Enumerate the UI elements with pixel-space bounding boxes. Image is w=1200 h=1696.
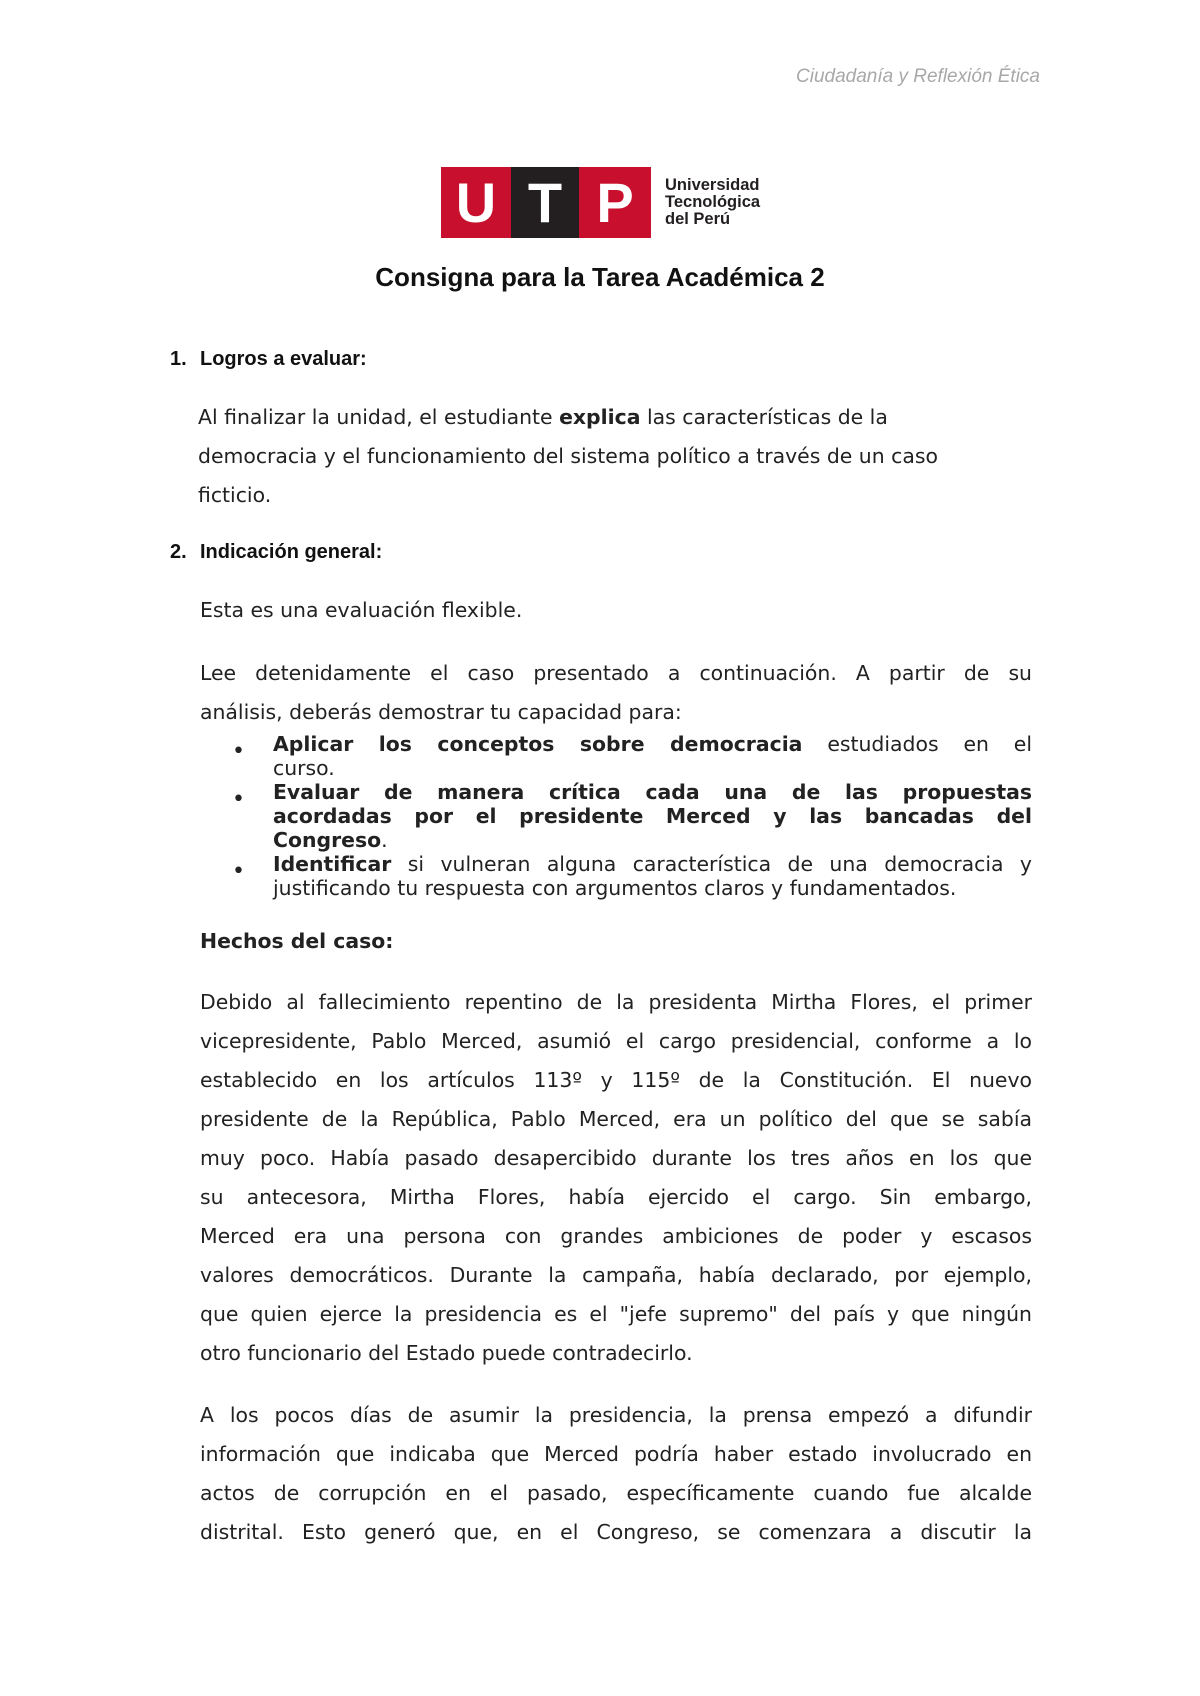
facts-paragraph-2 xyxy=(200,1396,1032,1552)
bold-run: Identificar xyxy=(273,852,392,876)
running-header: Ciudadanía y Reflexión Ética xyxy=(796,66,1040,87)
flexible-note: Esta es una evaluación flexible. xyxy=(200,598,523,622)
list-item xyxy=(200,852,1032,900)
facts-heading xyxy=(200,922,1032,961)
logros-paragraph xyxy=(198,398,1032,515)
paragraph-line: Lee detenidamente el caso presentado a continuación. A partir de su xyxy=(200,661,1032,685)
section-heading-indicacion xyxy=(170,538,1032,566)
paragraph-line xyxy=(198,398,1032,437)
paragraph-line: valores democráticos. Durante la campaña, había declarado, por ejemplo, xyxy=(200,1263,1032,1287)
paragraph-line: presidente de la República, Pablo Merced, era un político del que se sabía xyxy=(200,1107,1032,1131)
bullet-dot: • xyxy=(232,739,245,764)
paragraph-line: establecido en los artículos 113º y 115º de la Constitución. El nuevo xyxy=(200,1068,1032,1092)
paragraph-line: Debido al fallecimiento repentino de la presidenta Mirtha Flores, el primer xyxy=(200,990,1032,1014)
text-run: . xyxy=(381,828,388,852)
paragraph-line xyxy=(273,828,1032,852)
logo-letter-u: U xyxy=(441,167,511,238)
bullet-dot: • xyxy=(232,859,245,884)
paragraph-line: que quien ejerce la presidencia es el "jefe supremo" del país y que ningún xyxy=(200,1302,1032,1326)
logo-letter-p: P xyxy=(579,167,651,238)
paragraph-line xyxy=(273,732,1032,756)
bold-run: Congreso xyxy=(273,828,382,852)
paragraph-line xyxy=(273,852,1032,876)
logo-blocks xyxy=(441,167,651,238)
paragraph-line: actos de corrupción en el pasado, específicamente cuando fue alcalde xyxy=(200,1481,1032,1505)
paragraph-line: Merced era una persona con grandes ambiciones de poder y escasos xyxy=(200,1224,1032,1248)
text-run: Al finalizar la unidad, el estudiante xyxy=(198,405,560,429)
paragraph-line: información que indicaba que Merced podría haber estado involucrado en xyxy=(200,1442,1032,1466)
section-heading-logros xyxy=(170,345,1032,373)
instruction-paragraph xyxy=(200,654,1032,732)
bold-line: acordadas por el presidente Merced y las bancadas del xyxy=(273,804,1032,828)
paragraph-line: distrital. Esto generó que, en el Congreso, se comenzara a discutir la xyxy=(200,1520,1032,1544)
paragraph-line: otro funcionario del Estado puede contradecirlo. xyxy=(200,1341,693,1365)
paragraph-line: ficticio. xyxy=(198,483,272,507)
text-run: las características de la xyxy=(640,405,888,429)
section-number: 2. xyxy=(170,541,187,563)
logo-text-line: Tecnológica xyxy=(665,193,761,211)
text-run: estudiados en el xyxy=(802,732,1033,756)
text-run: si vulneran alguna característica de una democracia y xyxy=(391,852,1032,876)
bold-line: Evaluar de manera crítica cada una de las propuestas xyxy=(273,780,1032,804)
paragraph-line: curso. xyxy=(273,756,335,780)
paragraph-line: análisis, deberás demostrar tu capacidad para: xyxy=(200,700,682,724)
facts-paragraph-1 xyxy=(200,983,1032,1373)
section-title: Logros a evaluar: xyxy=(200,348,367,370)
list-item xyxy=(200,732,1032,780)
bullet-dot: • xyxy=(232,787,245,812)
logo-text-line: del Perú xyxy=(665,210,731,228)
document-title: Consigna para la Tarea Académica 2 xyxy=(375,262,825,292)
paragraph-line: A los pocos días de asumir la presidencia, la prensa empezó a difundir xyxy=(200,1403,1032,1427)
paragraph-line: democracia y el funcionamiento del sistema político a través de un caso xyxy=(198,444,938,468)
section-number: 1. xyxy=(170,348,187,370)
paragraph-line: muy poco. Había pasado desapercibido durante los tres años en los que xyxy=(200,1146,1032,1170)
logo-wordmark xyxy=(665,177,760,228)
paragraph-line: vicepresidente, Pablo Merced, asumió el cargo presidencial, conforme a lo xyxy=(200,1029,1032,1053)
bold-run: Aplicar los conceptos sobre democracia xyxy=(273,732,803,756)
document-body xyxy=(170,345,1033,1552)
logo-letter-t: T xyxy=(511,167,579,238)
paragraph-line: justificando tu respuesta con argumentos claros y fundamentados. xyxy=(273,876,957,900)
section-title: Indicación general: xyxy=(200,541,383,563)
bold-run: Hechos del caso: xyxy=(200,929,394,953)
paragraph-line: su antecesora, Mirtha Flores, había ejercido el cargo. Sin embargo, xyxy=(200,1185,1032,1209)
logo-text-line: Universidad xyxy=(665,176,760,194)
bold-run: explica xyxy=(559,405,641,429)
capacity-list xyxy=(200,732,1032,900)
utp-logo xyxy=(441,167,760,238)
list-item xyxy=(200,780,1032,852)
